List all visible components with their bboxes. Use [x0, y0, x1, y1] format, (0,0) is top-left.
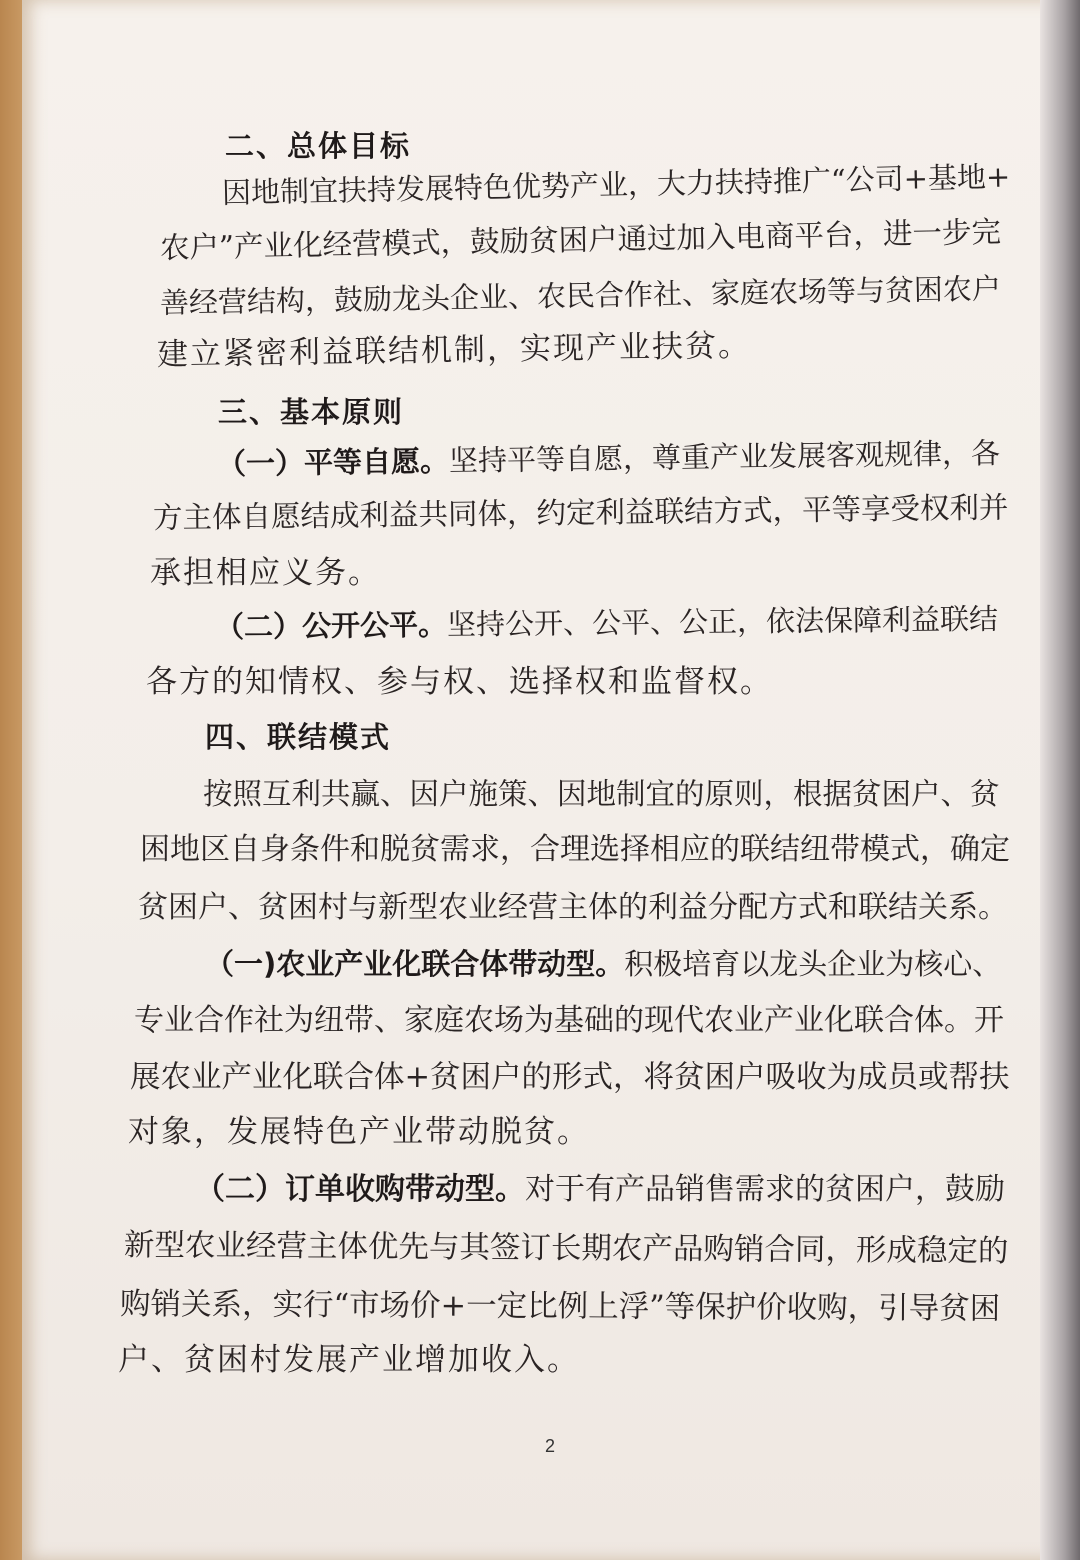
paragraph-line: 农户”产业化经营模式，鼓励贫困户通过加入电商平台，进一步完	[159, 214, 1002, 265]
paragraph-line: 对象，发展特色产业带动脱贫。	[128, 1114, 590, 1150]
paragraph-line: 新型农业经营主体优先与其签订长期农产品购销合同，形成稳定的	[123, 1228, 1009, 1270]
paragraph-line: （二）订单收购带动型。对于有产品销售需求的贫困户，鼓励	[195, 1172, 1005, 1207]
paragraph-line: 户、贫困村发展产业增加收入。	[118, 1342, 580, 1378]
paragraph-line: 各方的知情权、参与权、选择权和监督权。	[146, 664, 773, 700]
model-title-order-purchase: （二）订单收购带动型。	[195, 1172, 525, 1207]
paragraph-line: 专业合作社为纽带、家庭农场为基础的现代农业产业化联合体。开	[134, 1003, 1004, 1038]
section-heading-overall-goal: 二、总体目标	[225, 129, 412, 163]
section-heading-linkage-models: 四、联结模式	[205, 720, 392, 754]
paragraph-line: （一）平等自愿。坚持平等自愿，尊重产业发展客观规律，各	[216, 436, 1001, 481]
page-shadow-right	[1040, 0, 1080, 1560]
paragraph-line: （一)农业产业化联合体带动型。积极培育以龙头企业为核心、	[205, 947, 1002, 981]
paragraph-line: 承担相应义务。	[150, 555, 381, 591]
principle-title-openness: （二）公开公平。	[214, 607, 448, 644]
page-number: 2	[545, 1436, 556, 1456]
paragraph-line: 贫困户、贫困村与新型农业经营主体的利益分配方式和联结关系。	[138, 890, 1008, 925]
section-heading-basic-principles: 三、基本原则	[218, 395, 405, 429]
paragraph-line: 展农业产业化联合体+贫困户的形式，将贫困户吸收为成员或帮扶	[130, 1060, 1010, 1095]
paragraph-line: 购销关系，实行“市场价+一定比例上浮”等保护价收购，引导贫困	[119, 1287, 1001, 1327]
paragraph-line: 困地区自身条件和脱贫需求，合理选择相应的联结纽带模式，确定	[140, 832, 1010, 867]
paragraph-line: 按照互利共赢、因户施策、因地制宜的原则，根据贫困户、贫	[203, 777, 1000, 811]
paragraph-line: 建立紧密利益联结机制，实现产业扶贫。	[156, 327, 752, 373]
paragraph-line: 因地制宜扶持发展特色优势产业，大力扶持推广“公司+基地+	[221, 159, 1011, 210]
paragraph-line: （二）公开公平。坚持公开、公平、公正，依法保障利益联结	[214, 601, 999, 644]
principle-title-equality: （一）平等自愿。	[216, 443, 450, 481]
model-title-industrial-alliance: （一)农业产业化联合体带动型。	[205, 947, 625, 981]
paragraph-line: 善经营结构，鼓励龙头企业、农民合作社、家庭农场等与贫困农户	[159, 271, 1002, 320]
paragraph-line: 方主体自愿结成利益共同体，约定利益联结方式，平等享受权利并	[152, 490, 1009, 535]
